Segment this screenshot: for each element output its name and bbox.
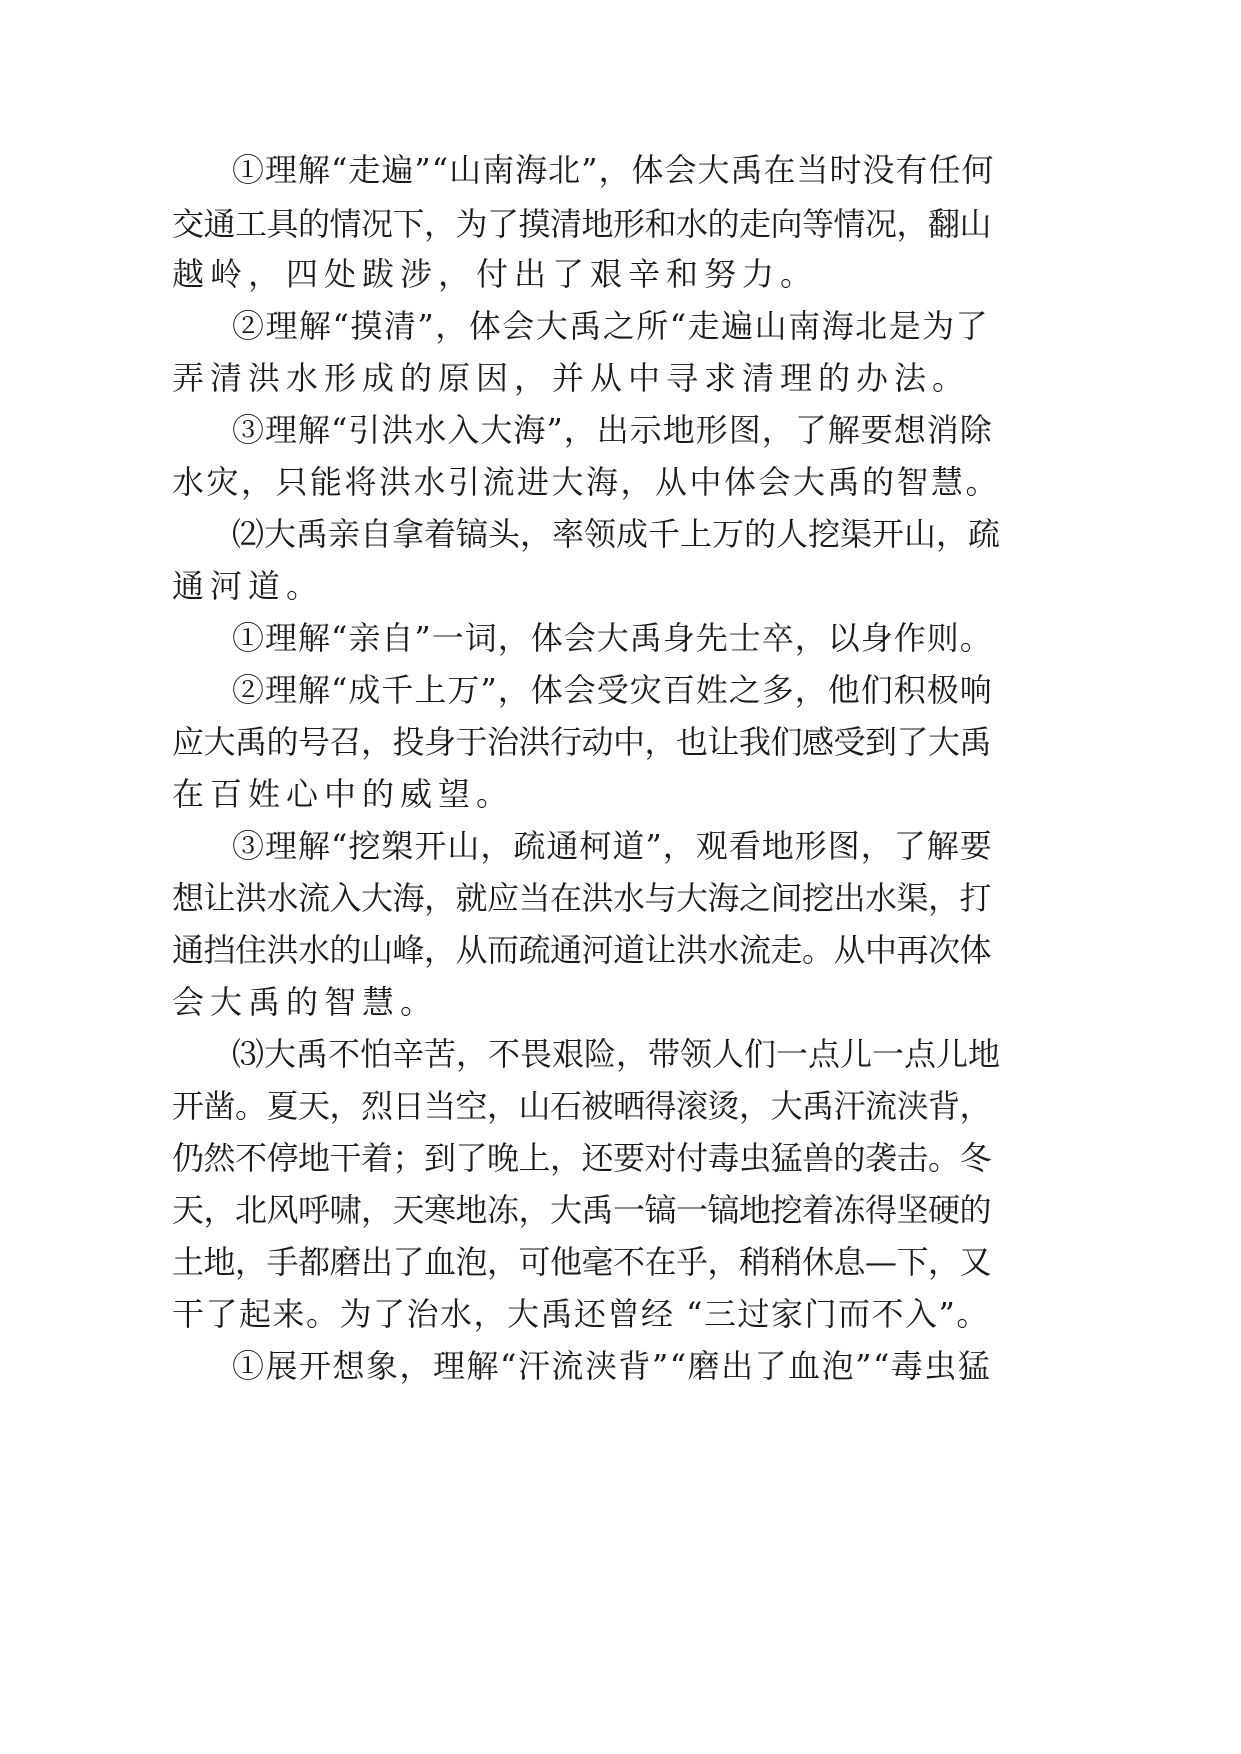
text-line: 通河道。 <box>172 567 325 605</box>
text-line: 水灾，只能将洪水引流进大海，从中体会大禹的智慧。 <box>172 463 1001 501</box>
text-line: 想让洪水流入大海，就应当在洪水与大海之间挖出水渠，打 <box>172 879 992 917</box>
text-line: 越岭，四处跋涉，付出了艰辛和努力。 <box>172 255 819 293</box>
text-line: 弄清洪水形成的原因，并从中寻求清理的办法。 <box>172 359 971 397</box>
text-line: ①展开想象，理解“汗流浃背”“磨出了血泡”“毒虫猛 <box>232 1347 992 1385</box>
text-line: 在百姓心中的威望。 <box>172 775 515 813</box>
text-line: ②理解“成千上万”，体会受灾百姓之多，他们积极响 <box>232 671 993 709</box>
text-line: ①理解“亲自”一词，体会大禹身先士卒，以身作则。 <box>232 619 993 657</box>
text-line: ⑶大禹不怕辛苦，不畏艰险，带领人们一点儿一点儿地 <box>232 1035 1001 1073</box>
text-line: 交通工具的情况下，为了摸清地形和水的走向等情况，翻山 <box>172 205 992 243</box>
text-line: 土地，手都磨出了血泡，可他毫不在乎，稍稍休息—下，又 <box>172 1243 992 1281</box>
text-line: ①理解“走遍”“山南海北”，体会大禹在当时没有任何 <box>232 151 995 189</box>
text-line: 应大禹的号召，投身于治洪行动中，也让我们感受到了大禹 <box>172 723 992 761</box>
text-line: ③理解“引洪水入大海”，出示地形图，了解要想消除 <box>232 411 993 449</box>
text-line: ⑵大禹亲自拿着镐头，率领成千上万的人挖渠开山，疏 <box>232 515 1001 553</box>
text-line: 通挡住洪水的山峰，从而疏通河道让洪水流走。从中再次体 <box>172 931 992 969</box>
text-line: 仍然不停地干着；到了晚上，还要对付毒虫猛兽的袭击。冬 <box>172 1139 992 1177</box>
text-line: ②理解“摸清”，体会大禹之所“走遍山南海北是为了 <box>232 307 990 345</box>
text-line: 开凿。夏天，烈日当空，山石被晒得滚烫，大禹汗流浃背， <box>172 1087 992 1125</box>
text-line: 干了起来。为了治水，大禹还曾经 “三过家门而不入”。 <box>172 1295 990 1333</box>
text-line: 会大禹的智慧。 <box>172 983 439 1021</box>
text-line: 天，北风呼啸，天寒地冻，大禹一镐一镐地挖着冻得坚硬的 <box>172 1191 992 1229</box>
text-line: ③理解“挖槊开山，疏通柯道”，观看地形图，了解要 <box>232 827 993 865</box>
